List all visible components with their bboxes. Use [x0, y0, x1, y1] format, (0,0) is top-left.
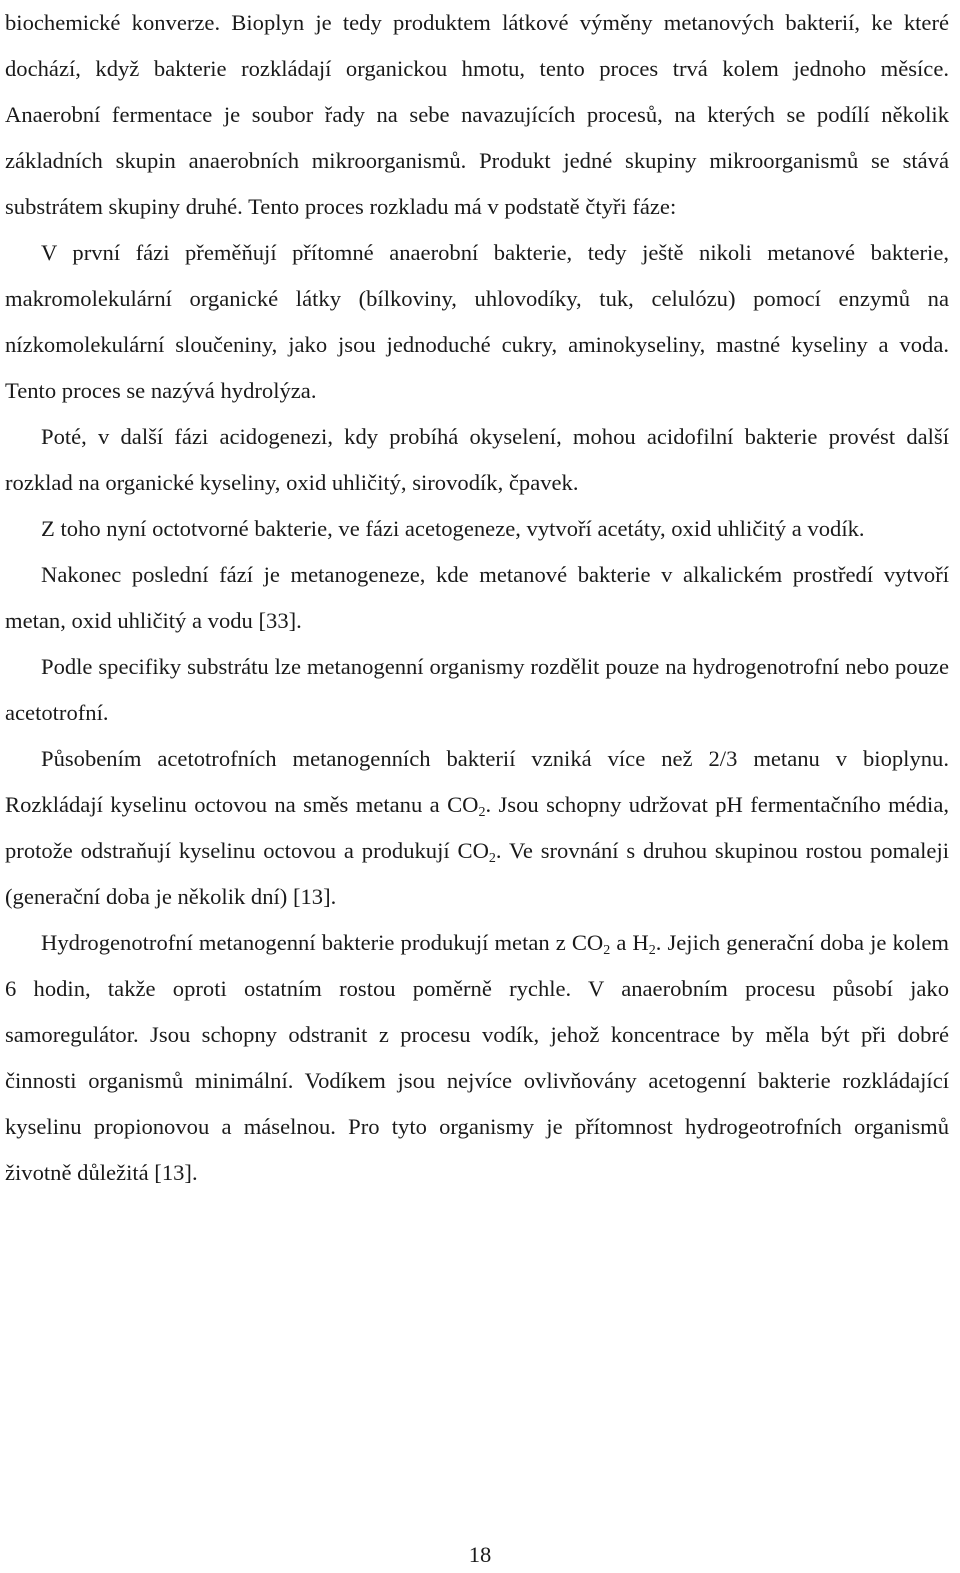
- paragraph-text: V první fázi přeměňují přítomné anaerobní bakterie, tedy ještě nikoli metanové bakterie, makromolekulární organické látky (bílkoviny, uhlovodíky, tuk, celulózu) pomocí enzymů na nízkomolekulární sloučeniny, jako jsou jednoduché cukry, aminokyseliny, mastné kyseliny a voda. Tento proces se nazývá hydrolýza.: [5, 240, 949, 403]
- subscript: 2: [603, 942, 611, 958]
- paragraph-text: Působením acetotrofních metanogenních bakterií vzniká více než 2/3 metanu v bioplynu. Rozkládají kyselinu octovou na směs metanu a CO: [5, 746, 949, 817]
- paragraph-text: Poté, v další fázi acidogenezi, kdy probíhá okyselení, mohou acidofilní bakterie provést další rozklad na organické kyseliny, oxid uhličitý, sirovodík, čpavek.: [5, 424, 949, 495]
- page-body: [5, 0, 949, 1196]
- paragraph-p2: [5, 230, 949, 414]
- paragraph-text: . Jejich generační doba je kolem 6 hodin, takže oproti ostatním rostou poměrně rychle. V anaerobním procesu působí jako samoregulátor. Jsou schopny odstranit z procesu vodík, jehož koncentrace by měla být při dobré činnosti organismů minimální. Vodíkem jsou nejvíce ovlivňovány acetogenní bakterie rozkládající kyselinu propionovou a máselnou. Pro tyto organismy je přítomnost hydrogeotrofních organismů životně důležitá [13].: [5, 930, 949, 1185]
- paragraph-text: . Ve srovnání s druhou skupinou rostou pomaleji (generační doba je několik dní) [13].: [5, 838, 949, 909]
- paragraph-p3: [5, 414, 949, 506]
- paragraph-p5: [5, 552, 949, 644]
- paragraph-text: a H: [610, 930, 649, 955]
- subscript: 2: [488, 850, 496, 866]
- paragraph-p7: [5, 736, 949, 920]
- paragraph-text: Podle specifiky substrátu lze metanogenní organismy rozdělit pouze na hydrogenotrofní nebo pouze acetotrofní.: [5, 654, 949, 725]
- paragraph-text: Nakonec poslední fází je metanogeneze, kde metanové bakterie v alkalickém prostředí vytvoří metan, oxid uhličitý a vodu [33].: [5, 562, 949, 633]
- paragraph-text: Z toho nyní octotvorné bakterie, ve fázi acetogeneze, vytvoří acetáty, oxid uhličitý a vodík.: [41, 516, 865, 541]
- paragraph-text: biochemické konverze. Bioplyn je tedy produktem látkové výměny metanových bakterií, ke které dochází, když bakterie rozkládají organickou hmotu, tento proces trvá kolem jednoho měsíce. Anaerobní fermentace je soubor řady na sebe navazujících procesů, na kterých se podílí několik základních skupin anaerobních mikroorganismů. Produkt jedné skupiny mikroorganismů se stává substrátem skupiny druhé. Tento proces rozkladu má v podstatě čtyři fáze:: [5, 10, 949, 219]
- subscript: 2: [648, 942, 656, 958]
- paragraph-text: Hydrogenotrofní metanogenní bakterie produkují metan z CO: [41, 930, 604, 955]
- subscript: 2: [478, 804, 486, 820]
- paragraph-p4: [5, 506, 949, 552]
- page-number: 18: [468, 1542, 492, 1567]
- paragraph-p6: [5, 644, 949, 736]
- paragraph-text: . Jsou schopny udržovat pH fermentačního média, protože odstraňují kyselinu octovou a produkují CO: [5, 792, 949, 863]
- paragraph-p8: [5, 920, 949, 1196]
- paragraph-p1: [5, 0, 949, 230]
